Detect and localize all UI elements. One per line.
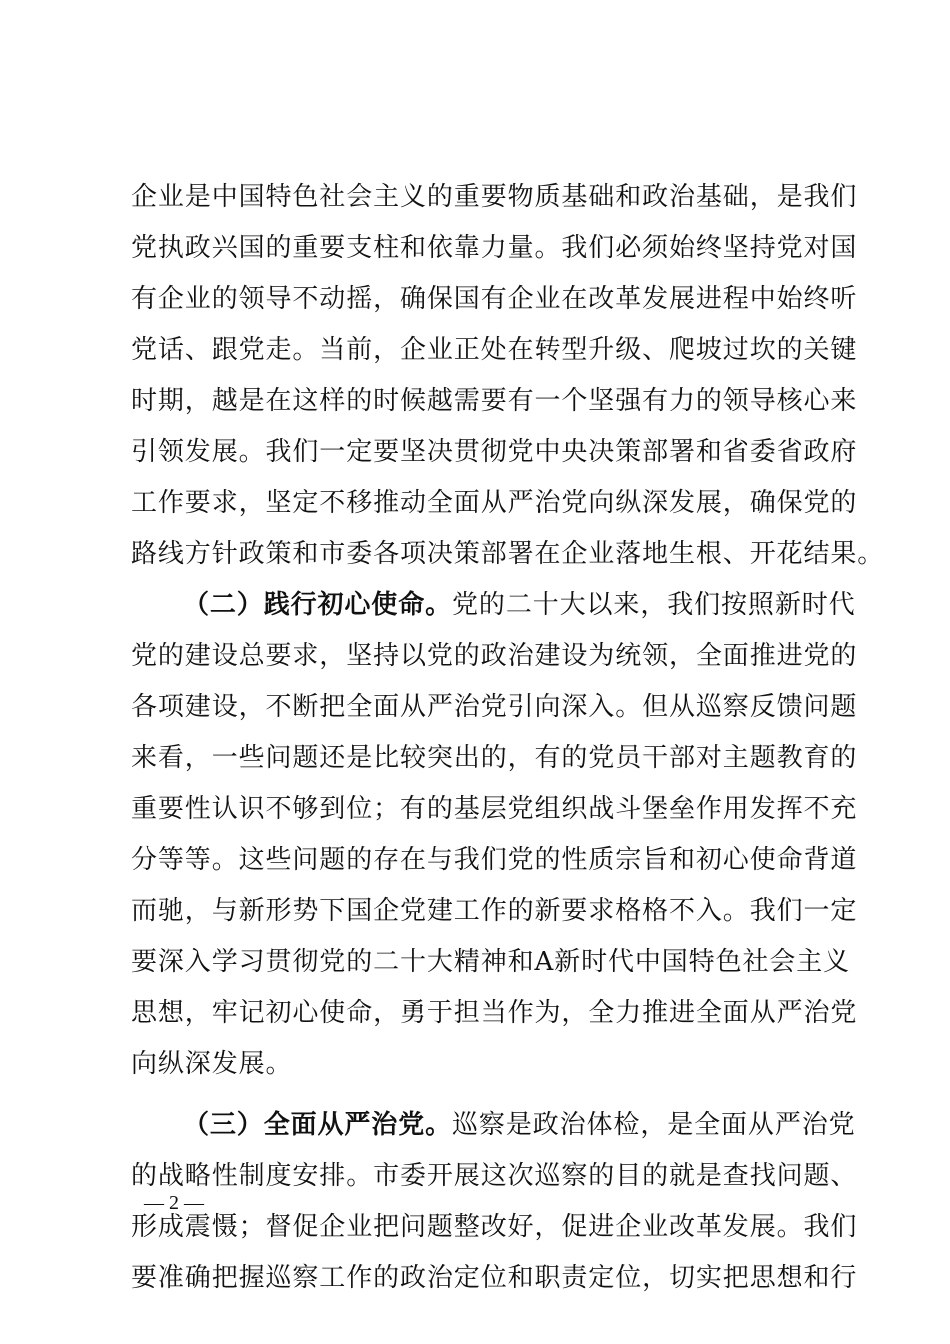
text-line: 企业是中国特色社会主义的重要物质基础和政治基础，是我们: [131, 182, 858, 212]
text-line: 而驰，与新形势下国企党建工作的新要求格格不入。我们一定: [131, 896, 858, 926]
text-line: 向纵深发展。: [131, 1049, 293, 1079]
text-line: 路线方针政策和市委各项决策部署在企业落地生根、开花结果。: [131, 539, 885, 569]
text-line: 各项建设，不断把全面从严治党引向深入。但从巡察反馈问题: [131, 692, 858, 722]
text-line: 党话、跟党走。当前，企业正处在转型升级、爬坡过坎的关键: [131, 335, 858, 365]
document-body: [131, 172, 885, 1304]
paragraph-3: [131, 1100, 858, 1304]
text-line: 工作要求，坚定不移推动全面从严治党向纵深发展，确保党的: [131, 488, 858, 518]
text-segment: 巡察是政治体检，是全面从严治党: [452, 1110, 856, 1140]
text-line: 党执政兴国的重要支柱和依靠力量。我们必须始终坚持党对国: [131, 233, 858, 263]
text-line: 有企业的领导不动摇，确保国有企业在改革发展进程中始终听: [131, 284, 858, 314]
paragraph-first-line: [131, 1100, 856, 1151]
text-line: 思想，牢记初心使命，勇于担当作为，全力推进全面从严治党: [131, 998, 858, 1028]
section-heading: （三）全面从严治党。: [183, 1110, 453, 1140]
text-line: 要准确把握巡察工作的政治定位和职责定位，切实把思想和行: [131, 1263, 858, 1293]
section-heading: （二）践行初心使命。: [183, 590, 453, 620]
text-line: 分等等。这些问题的存在与我们党的性质宗旨和初心使命背道: [131, 845, 858, 875]
paragraph-first-line: [131, 580, 856, 631]
page-number: — 2 —: [144, 1192, 204, 1214]
text-line: 形成震慑；督促企业把问题整改好，促进企业改革发展。我们: [131, 1212, 858, 1242]
text-line: 重要性认识不够到位；有的基层党组织战斗堡垒作用发挥不充: [131, 794, 858, 824]
text-line: 时期，越是在这样的时候越需要有一个坚强有力的领导核心来: [131, 386, 858, 416]
text-line: 党的建设总要求，坚持以党的政治建设为统领，全面推进党的: [131, 641, 858, 671]
text-line: 要深入学习贯彻党的二十大精神和A新时代中国特色社会主义: [131, 947, 851, 977]
paragraph-spacer: [131, 1090, 831, 1100]
text-line: 来看，一些问题还是比较突出的，有的党员干部对主题教育的: [131, 743, 858, 773]
text-segment: 党的二十大以来，我们按照新时代: [452, 590, 856, 620]
text-line: 引领发展。我们一定要坚决贯彻党中央决策部署和省委省政府: [131, 437, 858, 467]
text-line: 的战略性制度安排。市委开展这次巡察的目的就是查找问题、: [131, 1161, 858, 1191]
paragraph-2: [131, 580, 858, 1090]
paragraph-1: [131, 172, 885, 580]
